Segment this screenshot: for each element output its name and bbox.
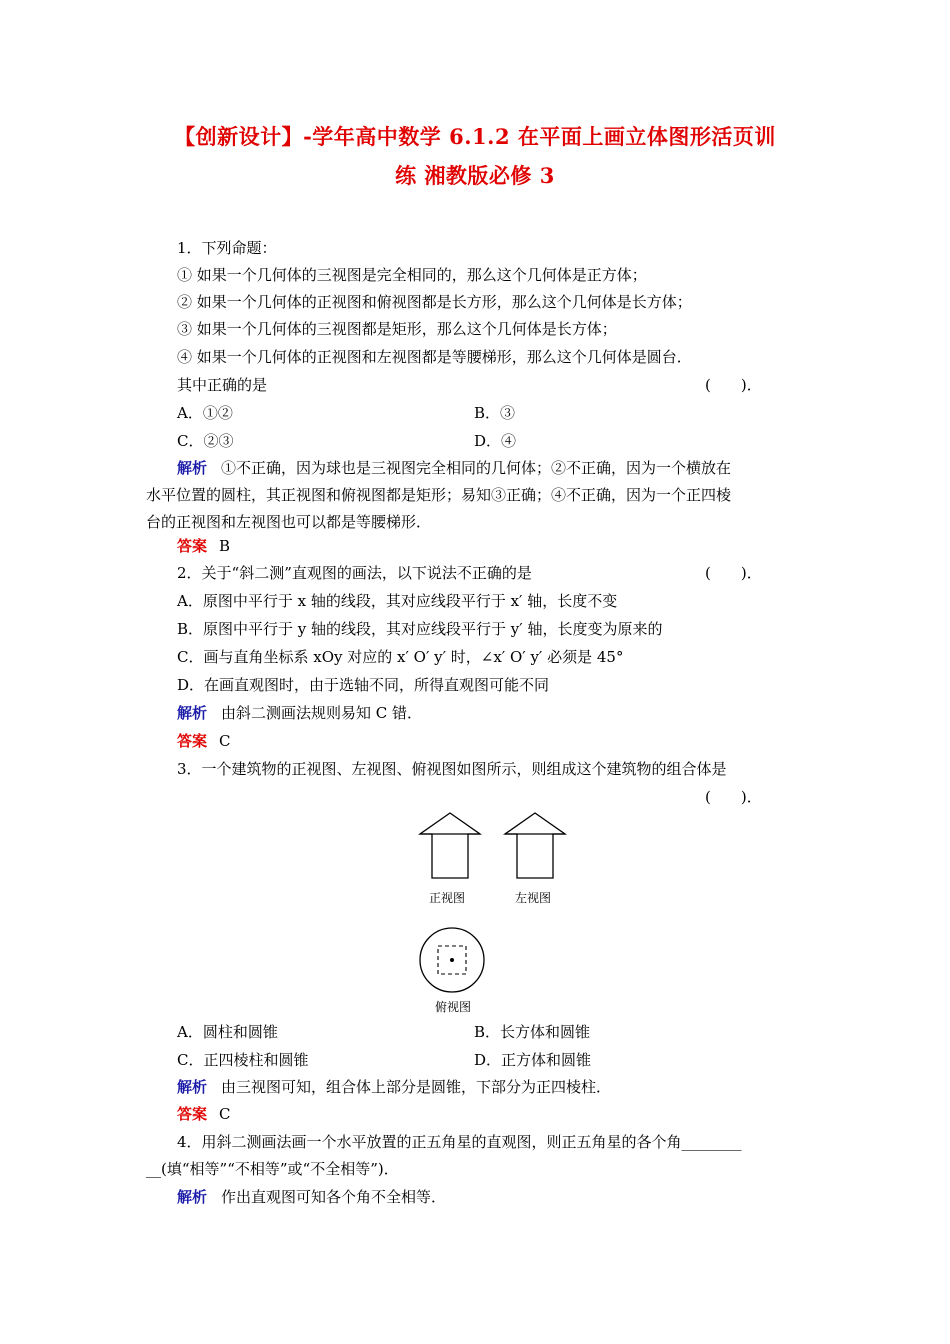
q1-proposition-2: ② 如果一个几何体的正视图和俯视图都是长方形，那么这个几何体是长方体； (177, 293, 692, 311)
q3-analysis-text: 由三视图可知，组合体上部分是圆锥，下部分为正四棱柱． (221, 1078, 612, 1096)
top-view-figure (416, 925, 488, 997)
q4-analysis-text: 作出直观图可知各个角不全相等． (221, 1188, 447, 1206)
q1-option-d: D．④ (474, 432, 517, 450)
q2-option-d: D．在画直观图时，由于选轴不同，所得直观图可能不同 (177, 676, 550, 694)
q3-analysis (177, 1076, 611, 1097)
q1-answer (177, 535, 230, 556)
answer-label: 答案 (177, 537, 208, 555)
q1-analysis-line-3: 台的正视图和左视图也可以都是等腰梯形． (146, 513, 432, 531)
q1-analysis-line-2: 水平位置的圆柱，其正视图和俯视图都是矩形；易知③正确；④不正确，因为一个正四棱 (146, 486, 732, 504)
front-view-figure (415, 810, 485, 882)
q1-analysis-text-1: ①不正确，因为球也是三视图完全相同的几何体；②不正确，因为一个横放在 (221, 459, 732, 477)
q2-stem: 2．关于“斜二测”直观图的画法，以下说法不正确的是 (177, 564, 532, 582)
q3-answer-paren: ( )． (705, 788, 762, 806)
analysis-label: 解析 (177, 1078, 208, 1096)
analysis-label: 解析 (177, 1188, 208, 1206)
q1-stem: 1．下列命题： (177, 239, 277, 257)
analysis-label: 解析 (177, 704, 208, 722)
q3-option-a: A．圆柱和圆锥 (177, 1023, 278, 1041)
left-view-figure (500, 810, 570, 882)
doc-title-line2: 练 湘教版必修 3 (395, 163, 555, 188)
answer-label: 答案 (177, 1105, 208, 1123)
q3-stem: 3．一个建筑物的正视图、左视图、俯视图如图所示，则组成这个建筑物的组合体是 (177, 760, 727, 778)
q1-proposition-4: ④ 如果一个几何体的正视图和左视图都是等腰梯形，那么这个几何体是圆台． (177, 348, 692, 366)
q1-option-b: B．③ (474, 404, 516, 422)
q3-option-d: D．正方体和圆锥 (474, 1051, 592, 1069)
q4-stem-continued: __(填“相等”“不相等”或“不全相等”)． (146, 1160, 399, 1178)
q2-answer-value: C (219, 732, 231, 750)
analysis-label: 解析 (177, 459, 208, 477)
q4-analysis (177, 1186, 446, 1207)
q2-answer (177, 730, 231, 751)
q1-proposition-1: ① 如果一个几何体的三视图是完全相同的，那么这个几何体是正方体； (177, 266, 647, 284)
front-view-caption: 正视图 (429, 891, 466, 905)
doc-title-line1: 【创新设计】-学年高中数学 6.1.2 在平面上画立体图形活页训 (174, 124, 776, 149)
q1-analysis-line-1 (177, 457, 731, 478)
q3-option-c: C．正四棱柱和圆锥 (177, 1051, 309, 1069)
left-view-caption: 左视图 (515, 891, 552, 905)
q3-answer (177, 1103, 231, 1124)
answer-label: 答案 (177, 732, 208, 750)
q1-proposition-3: ③ 如果一个几何体的三视图都是矩形，那么这个几何体是长方体； (177, 320, 617, 338)
q3-option-b: B．长方体和圆锥 (474, 1023, 591, 1041)
q2-option-b: B．原图中平行于 y 轴的线段，其对应线段平行于 y′ 轴，长度变为原来的 (177, 620, 663, 638)
q2-option-a: A．原图中平行于 x 轴的线段，其对应线段平行于 x′ 轴，长度不变 (177, 592, 618, 610)
q4-stem: 4．用斜二测画法画一个水平放置的正五角星的直观图，则正五角星的各个角________ (177, 1133, 742, 1151)
q1-ask: 其中正确的是 (177, 376, 268, 394)
q1-answer-value: B (219, 537, 231, 555)
q2-analysis-text: 由斜二测画法规则易知 C 错． (221, 704, 423, 722)
top-view-caption: 俯视图 (435, 1000, 472, 1014)
q2-option-c: C．画与直角坐标系 xOy 对应的 x′ O′ y′ 时，∠x′ O′ y′ 必须是 45° (177, 648, 624, 666)
q3-answer-value: C (219, 1105, 231, 1123)
q1-option-a: A．①② (177, 404, 233, 422)
q2-analysis (177, 702, 422, 723)
q1-answer-paren: ( )． (705, 376, 762, 394)
q1-option-c: C．②③ (177, 432, 234, 450)
q2-answer-paren: ( )． (705, 564, 762, 582)
